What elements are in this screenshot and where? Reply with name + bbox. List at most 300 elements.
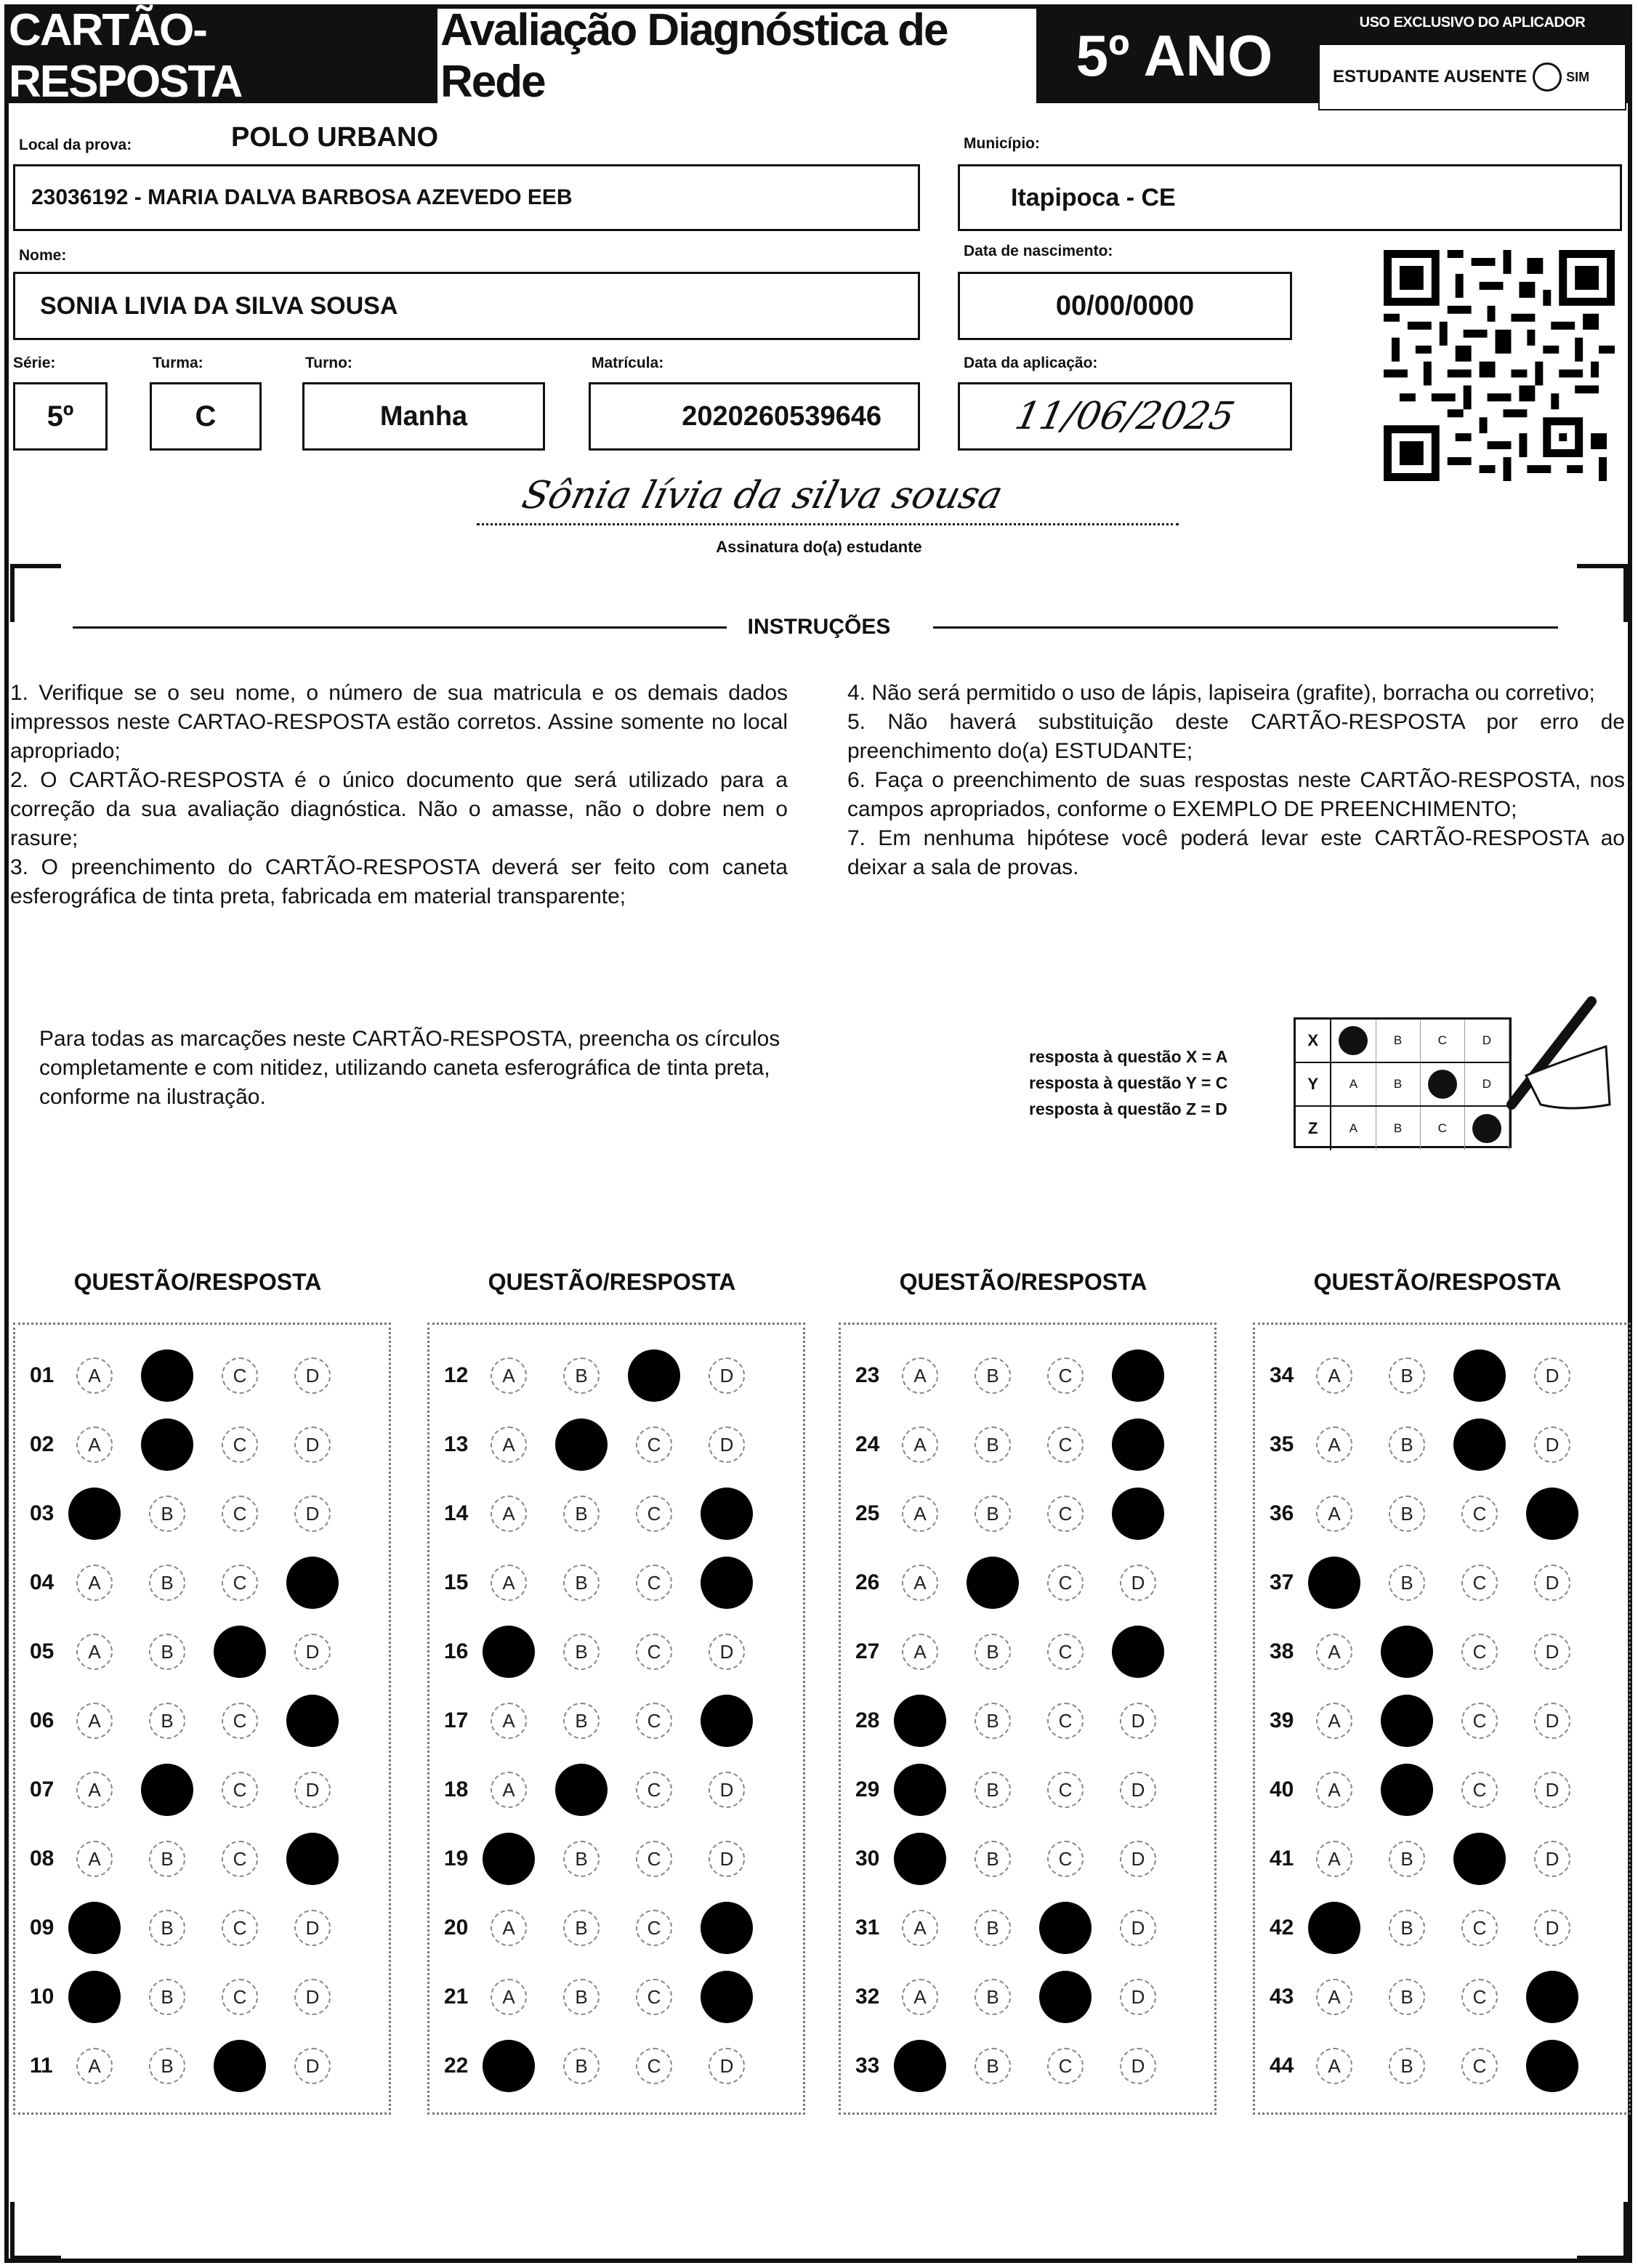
question-number: 28	[855, 1708, 880, 1732]
answer-bubble-filled[interactable]	[1453, 1349, 1506, 1402]
answer-bubble[interactable]: C	[1047, 1357, 1084, 1394]
answer-bubble[interactable]: D	[1120, 2048, 1156, 2084]
answer-bubble[interactable]: C	[1047, 1703, 1084, 1739]
answer-bubble-filled[interactable]	[701, 1971, 753, 2023]
answer-bubble[interactable]: B	[563, 1634, 600, 1670]
answer-bubble[interactable]: C	[636, 1772, 672, 1808]
answer-bubble-filled[interactable]	[1381, 1626, 1433, 1678]
answer-panel	[427, 1323, 805, 2115]
question-row	[1255, 1492, 1629, 1535]
question-row	[429, 1906, 803, 1950]
answer-bubble[interactable]: C	[222, 1496, 258, 1532]
question-number: 36	[1270, 1501, 1294, 1525]
question-number: 08	[30, 1847, 55, 1871]
answer-bubble[interactable]: B	[1389, 1426, 1425, 1463]
column-title: QUESTÃO/RESPOSTA	[1313, 1269, 1562, 1295]
answer-bubble-filled[interactable]	[141, 1764, 193, 1816]
answer-bubble[interactable]: C	[1047, 1841, 1084, 1877]
question-number: 43	[1270, 1985, 1294, 2009]
answer-bubble[interactable]: B	[1389, 2048, 1425, 2084]
example-option: A	[1331, 1107, 1376, 1150]
corner-mark-tr	[1577, 564, 1628, 622]
answer-bubble-filled[interactable]	[894, 1764, 946, 1816]
fill-instruction: Para todas as marcações neste CARTÃO-RESPOSTA, preencha os círculos completamente e com nitidez, utilizando caneta esferográfica de tinta preta, conforme na ilustração.	[39, 1027, 780, 1109]
answer-bubble[interactable]: D	[294, 1910, 331, 1946]
answer-bubble-filled[interactable]	[214, 1626, 266, 1678]
answer-bubble[interactable]: C	[1047, 1634, 1084, 1670]
question-number: 26	[855, 1570, 880, 1594]
answer-bubble[interactable]: C	[222, 1910, 258, 1946]
question-row	[841, 1492, 1214, 1535]
answer-bubble[interactable]: B	[1389, 1910, 1425, 1946]
answer-bubble[interactable]: A	[1316, 1357, 1352, 1394]
answer-bubble[interactable]: A	[902, 1426, 938, 1463]
question-row	[1255, 1423, 1629, 1466]
answer-bubble[interactable]: C	[636, 2048, 672, 2084]
answer-bubble[interactable]: B	[1389, 1496, 1425, 1532]
answer-bubble[interactable]: D	[1534, 1910, 1570, 1946]
question-row	[1255, 1837, 1629, 1881]
answer-bubble[interactable]: A	[1316, 1979, 1352, 2015]
answer-bubble[interactable]: D	[709, 1772, 745, 1808]
answer-bubble-filled[interactable]	[1526, 2040, 1578, 2092]
answer-bubble[interactable]: B	[563, 1565, 600, 1601]
matricula-field	[589, 382, 920, 451]
example-option: B	[1376, 1107, 1421, 1150]
turno-field	[302, 382, 545, 451]
question-row	[841, 1630, 1214, 1674]
answer-bubble[interactable]: C	[1461, 1703, 1498, 1739]
question-number: 21	[444, 1985, 469, 2009]
answer-bubble[interactable]: C	[1047, 1496, 1084, 1532]
answer-bubble[interactable]: D	[709, 2048, 745, 2084]
question-row	[841, 1699, 1214, 1743]
column-title: QUESTÃO/RESPOSTA	[488, 1269, 736, 1295]
answer-bubble[interactable]: C	[636, 1703, 672, 1739]
answer-bubble[interactable]: B	[149, 2048, 185, 2084]
question-row	[429, 1699, 803, 1743]
answer-bubble[interactable]: B	[975, 1634, 1011, 1670]
answer-bubble[interactable]: A	[902, 1634, 938, 1670]
answer-bubble[interactable]: C	[636, 1841, 672, 1877]
answer-bubble-filled[interactable]	[1453, 1418, 1506, 1471]
question-row	[429, 1630, 803, 1674]
card-title: CARTÃO-RESPOSTA	[9, 9, 437, 103]
question-number: 07	[30, 1777, 55, 1801]
answer-bubble[interactable]: B	[975, 1910, 1011, 1946]
answer-bubble[interactable]: D	[709, 1634, 745, 1670]
question-row	[1255, 1354, 1629, 1397]
aplicacao-field	[958, 382, 1292, 451]
answer-bubble[interactable]: B	[563, 1910, 600, 1946]
answer-bubble[interactable]: B	[1389, 1841, 1425, 1877]
answer-bubble[interactable]: C	[222, 1841, 258, 1877]
answer-bubble[interactable]: C	[636, 1426, 672, 1463]
answer-bubble[interactable]: C	[1461, 1772, 1498, 1808]
aplicacao-label: Data da aplicação:	[964, 355, 1098, 371]
question-row	[429, 1768, 803, 1812]
answer-bubble-filled[interactable]	[701, 1902, 753, 1954]
question-row	[1255, 2044, 1629, 2088]
question-number: 29	[855, 1777, 880, 1801]
question-row	[15, 1492, 389, 1535]
question-number: 30	[855, 1847, 880, 1871]
question-number: 20	[444, 1916, 469, 1940]
turma-label: Turma:	[153, 355, 203, 371]
matricula-label: Matrícula:	[592, 355, 664, 371]
answer-bubble-filled[interactable]	[1112, 1626, 1164, 1678]
answer-bubble[interactable]: A	[76, 1634, 113, 1670]
answer-bubble[interactable]: A	[1316, 2048, 1352, 2084]
answer-bubble[interactable]: B	[563, 2048, 600, 2084]
example-option	[1331, 1020, 1376, 1062]
question-number: 17	[444, 1708, 469, 1732]
answer-bubble-filled[interactable]	[483, 1626, 535, 1678]
answer-bubble[interactable]: C	[222, 1565, 258, 1601]
answer-bubble[interactable]: C	[1047, 1426, 1084, 1463]
answer-bubble-filled[interactable]	[286, 1557, 339, 1609]
answer-bubble[interactable]: A	[1316, 1703, 1352, 1739]
question-number: 39	[1270, 1708, 1294, 1732]
answer-bubble[interactable]: D	[1120, 1772, 1156, 1808]
answer-bubble[interactable]: A	[1316, 1426, 1352, 1463]
answer-bubble[interactable]: A	[902, 1910, 938, 1946]
answer-bubble[interactable]: A	[76, 1703, 113, 1739]
answer-bubble[interactable]: C	[636, 1910, 672, 1946]
answer-bubble[interactable]: C	[636, 1634, 672, 1670]
answer-bubble[interactable]: D	[1534, 1426, 1570, 1463]
question-row	[429, 1561, 803, 1605]
example-option: C	[1421, 1020, 1465, 1062]
assessment-title: Avaliação Diagnóstica de Rede	[440, 9, 1033, 103]
question-row	[15, 1630, 389, 1674]
question-number: 19	[444, 1847, 469, 1871]
answer-bubble[interactable]: A	[76, 2048, 113, 2084]
signature: Sônia lívia da silva sousa	[517, 474, 1007, 517]
instructions-title: INSTRUÇÕES	[747, 615, 891, 639]
answer-bubble[interactable]: C	[636, 1496, 672, 1532]
answer-bubble[interactable]: C	[1461, 1979, 1498, 2015]
answer-bubble[interactable]: A	[491, 1910, 527, 1946]
answer-bubble[interactable]: D	[1534, 1772, 1570, 1808]
question-number: 04	[30, 1570, 55, 1594]
answer-bubble[interactable]: B	[563, 1979, 600, 2015]
example-line-x: resposta à questão X = A	[1029, 1047, 1228, 1066]
example-filled-bubble	[1428, 1070, 1457, 1099]
answer-bubble-filled[interactable]	[286, 1695, 339, 1747]
answer-bubble[interactable]: D	[1120, 1565, 1156, 1601]
question-row	[429, 1975, 803, 2019]
answer-bubble[interactable]: C	[636, 1565, 672, 1601]
qr-code	[1384, 250, 1615, 481]
answer-bubble[interactable]: B	[975, 1496, 1011, 1532]
answer-bubble-filled[interactable]	[483, 2040, 535, 2092]
question-row	[841, 1837, 1214, 1881]
school-field	[13, 164, 920, 231]
turno-value: Manha	[379, 400, 468, 432]
signature-label: Assinatura do(a) estudante	[716, 538, 922, 556]
answer-bubble[interactable]: B	[975, 1703, 1011, 1739]
answer-bubble-filled[interactable]	[1526, 1488, 1578, 1540]
answer-bubble[interactable]: B	[149, 1703, 185, 1739]
answer-bubble[interactable]: D	[1534, 1703, 1570, 1739]
answer-bubble[interactable]: B	[975, 1426, 1011, 1463]
answer-bubble[interactable]: B	[1389, 1357, 1425, 1394]
answer-bubble[interactable]: B	[563, 1357, 600, 1394]
nome-field	[13, 272, 920, 340]
answer-bubble[interactable]: B	[149, 1841, 185, 1877]
answer-bubble-filled[interactable]	[1112, 1418, 1164, 1471]
turma-value: C	[195, 400, 217, 432]
answer-bubble[interactable]: A	[76, 1357, 113, 1394]
question-number: 31	[855, 1916, 880, 1940]
answer-bubble-filled[interactable]	[68, 1488, 121, 1540]
answer-bubble[interactable]: B	[975, 2048, 1011, 2084]
example-line-z: resposta à questão Z = D	[1029, 1099, 1227, 1118]
answer-bubble[interactable]: A	[1316, 1496, 1352, 1532]
answer-bubble[interactable]: D	[709, 1841, 745, 1877]
question-number: 40	[1270, 1777, 1294, 1801]
question-number: 44	[1270, 2054, 1294, 2078]
answer-bubble[interactable]: D	[294, 1357, 331, 1394]
instruction-7: 7. Em nenhuma hipótese você poderá levar este CARTÃO-RESPOSTA ao deixar a sala de provas.	[847, 826, 1625, 879]
signature-line	[477, 523, 1179, 525]
serie-label: Série:	[13, 355, 56, 371]
answer-bubble[interactable]: C	[1461, 1634, 1498, 1670]
nascimento-value: 00/00/0000	[1055, 290, 1195, 321]
question-row	[15, 1906, 389, 1950]
answer-bubble[interactable]: D	[294, 1426, 331, 1463]
answer-bubble[interactable]: A	[902, 1496, 938, 1532]
grade-title: 5º ANO	[1036, 9, 1312, 103]
answer-bubble[interactable]: A	[1316, 1634, 1352, 1670]
answer-bubble[interactable]: B	[975, 1979, 1011, 2015]
answer-bubble-filled[interactable]	[68, 1902, 121, 1954]
answer-bubble[interactable]: B	[563, 1703, 600, 1739]
answer-panel	[1253, 1323, 1631, 2115]
answer-bubble-filled[interactable]	[1039, 1902, 1092, 1954]
answer-bubble[interactable]: C	[1461, 2048, 1498, 2084]
answer-bubble[interactable]: A	[76, 1426, 113, 1463]
answer-bubble[interactable]: A	[491, 1772, 527, 1808]
answer-bubble-filled[interactable]	[141, 1418, 193, 1471]
answer-panel	[13, 1323, 391, 2115]
answer-bubble-filled[interactable]	[1112, 1349, 1164, 1402]
question-number: 11	[30, 2054, 53, 2078]
answer-bubble[interactable]: D	[1534, 1634, 1570, 1670]
question-number: 16	[444, 1639, 469, 1663]
answer-bubble-filled[interactable]	[701, 1557, 753, 1609]
matricula-value: 2020260539646	[682, 400, 881, 432]
question-row	[429, 1354, 803, 1397]
instructions-left	[10, 679, 788, 911]
answer-bubble[interactable]: B	[149, 1979, 185, 2015]
corner-mark-bl	[10, 2202, 61, 2260]
question-row	[15, 1768, 389, 1812]
question-row	[15, 1699, 389, 1743]
question-row	[429, 2044, 803, 2088]
example-row	[1296, 1107, 1509, 1150]
answer-bubble-filled[interactable]	[555, 1418, 608, 1471]
answer-bubble[interactable]: C	[222, 1772, 258, 1808]
answer-bubble[interactable]: C	[636, 1979, 672, 2015]
question-number: 41	[1270, 1847, 1294, 1871]
answer-panel	[839, 1323, 1217, 2115]
question-number: 27	[855, 1639, 880, 1663]
answer-bubble[interactable]: B	[975, 1772, 1011, 1808]
example-question-key: Z	[1296, 1107, 1331, 1150]
question-number: 06	[30, 1708, 55, 1732]
absent-bubble[interactable]	[1533, 62, 1562, 92]
example-option: D	[1465, 1020, 1509, 1062]
answer-bubble-filled[interactable]	[214, 2040, 266, 2092]
answer-bubble[interactable]: A	[1316, 1841, 1352, 1877]
answer-bubble[interactable]: A	[1316, 1772, 1352, 1808]
answer-bubble[interactable]: B	[1389, 1979, 1425, 2015]
local-value: POLO URBANO	[231, 122, 438, 153]
question-row	[429, 1837, 803, 1881]
answer-bubble[interactable]: A	[491, 1703, 527, 1739]
answer-bubble[interactable]: D	[709, 1357, 745, 1394]
example-option: D	[1465, 1063, 1509, 1105]
answer-bubble[interactable]: B	[149, 1634, 185, 1670]
answer-bubble-filled[interactable]	[141, 1349, 193, 1402]
question-row	[15, 1561, 389, 1605]
local-label: Local da prova:	[19, 137, 132, 153]
pen-icon	[1482, 996, 1613, 1141]
answer-bubble-filled[interactable]	[1112, 1488, 1164, 1540]
answer-bubble[interactable]: A	[76, 1841, 113, 1877]
answer-bubble[interactable]: B	[149, 1496, 185, 1532]
answer-bubble[interactable]: A	[902, 1565, 938, 1601]
answer-bubble-filled[interactable]	[628, 1349, 680, 1402]
answer-bubble[interactable]: C	[222, 1357, 258, 1394]
question-number: 02	[30, 1432, 55, 1456]
serie-value: 5º	[47, 400, 74, 432]
answer-bubble[interactable]: D	[294, 1496, 331, 1532]
applicator-title: USO EXCLUSIVO DO APLICADOR	[1359, 15, 1586, 31]
answer-bubble[interactable]: C	[222, 1426, 258, 1463]
question-number: 13	[444, 1432, 469, 1456]
answer-bubble[interactable]: D	[1120, 1910, 1156, 1946]
answer-bubble[interactable]: D	[709, 1426, 745, 1463]
answer-bubble-filled[interactable]	[68, 1971, 121, 2023]
municipio-value: Itapipoca - CE	[1011, 183, 1176, 211]
answer-bubble-filled[interactable]	[286, 1833, 339, 1885]
answer-bubble[interactable]: A	[902, 1979, 938, 2015]
answer-bubble[interactable]: D	[1120, 1703, 1156, 1739]
answer-bubble[interactable]: A	[76, 1565, 113, 1601]
school-value: 23036192 - MARIA DALVA BARBOSA AZEVEDO EEB	[31, 185, 573, 209]
answer-bubble-filled[interactable]	[894, 1695, 946, 1747]
answer-bubble[interactable]: D	[294, 1634, 331, 1670]
answer-bubble-filled[interactable]	[1039, 1971, 1092, 2023]
answer-bubble-filled[interactable]	[1381, 1764, 1433, 1816]
answer-bubble[interactable]: A	[491, 1426, 527, 1463]
answer-bubble[interactable]: A	[902, 1357, 938, 1394]
answer-bubble-filled[interactable]	[483, 1833, 535, 1885]
question-number: 03	[30, 1501, 55, 1525]
question-row	[1255, 1561, 1629, 1605]
answer-bubble[interactable]: D	[1534, 1357, 1570, 1394]
answer-bubble[interactable]: C	[1461, 1496, 1498, 1532]
answer-bubble[interactable]: C	[1047, 2048, 1084, 2084]
answer-bubble[interactable]: D	[294, 1979, 331, 2015]
answer-bubble[interactable]: C	[222, 1703, 258, 1739]
question-number: 10	[30, 1985, 55, 2009]
absent-label: ESTUDANTE AUSENTE	[1333, 67, 1528, 86]
example-option: B	[1376, 1020, 1421, 1062]
answer-bubble-filled[interactable]	[1453, 1833, 1506, 1885]
answer-bubble[interactable]: B	[563, 1496, 600, 1532]
municipio-field	[958, 164, 1622, 231]
question-number: 38	[1270, 1639, 1294, 1663]
answer-bubble-filled[interactable]	[1308, 1902, 1360, 1954]
example-line-y: resposta à questão Y = C	[1029, 1073, 1228, 1092]
turno-label: Turno:	[305, 355, 352, 371]
column-title: QUESTÃO/RESPOSTA	[73, 1269, 322, 1295]
question-row	[841, 1906, 1214, 1950]
answer-bubble-filled[interactable]	[894, 1833, 946, 1885]
answer-bubble[interactable]: A	[491, 1565, 527, 1601]
nome-value: SONIA LIVIA DA SILVA SOUSA	[40, 291, 398, 320]
answer-bubble[interactable]: B	[975, 1841, 1011, 1877]
answer-bubble-filled[interactable]	[1381, 1695, 1433, 1747]
example-grid	[1294, 1017, 1512, 1148]
question-row	[841, 1423, 1214, 1466]
answer-bubble-filled[interactable]	[894, 2040, 946, 2092]
example-option: B	[1376, 1063, 1421, 1105]
example-option: C	[1421, 1107, 1465, 1150]
answer-bubble[interactable]: C	[1047, 1565, 1084, 1601]
answer-bubble[interactable]: D	[1534, 1565, 1570, 1601]
question-number: 05	[30, 1639, 55, 1663]
answer-bubble-filled[interactable]	[967, 1557, 1019, 1609]
answer-bubble-filled[interactable]	[701, 1488, 753, 1540]
answer-bubble[interactable]: A	[491, 1496, 527, 1532]
answer-bubble-filled[interactable]	[1308, 1557, 1360, 1609]
question-row	[841, 1768, 1214, 1812]
question-row	[1255, 1906, 1629, 1950]
absent-field	[1318, 44, 1626, 110]
answer-bubble[interactable]: A	[491, 1357, 527, 1394]
answer-bubble[interactable]: D	[1534, 1841, 1570, 1877]
answer-bubble[interactable]: C	[1047, 1772, 1084, 1808]
answer-bubble[interactable]: C	[222, 1979, 258, 2015]
answer-bubble-filled[interactable]	[701, 1695, 753, 1747]
answer-bubble[interactable]: D	[294, 1772, 331, 1808]
answer-bubble[interactable]: A	[491, 1979, 527, 2015]
instruction-4: 4. Não será permitido o uso de lápis, lapiseira (grafite), borracha ou corretivo;	[847, 681, 1595, 705]
answer-bubble[interactable]: D	[1120, 1979, 1156, 2015]
answer-bubble[interactable]: A	[76, 1772, 113, 1808]
answer-bubble-filled[interactable]	[555, 1764, 608, 1816]
answer-bubble[interactable]: C	[1461, 1910, 1498, 1946]
answer-bubble[interactable]: B	[149, 1565, 185, 1601]
answer-bubble[interactable]: B	[149, 1910, 185, 1946]
instruction-2: 2. O CARTÃO-RESPOSTA é o único documento que será utilizado para a correção da sua avaliação diagnóstica. Não o amasse, não o dobre nem o rasure;	[10, 768, 788, 850]
answer-bubble[interactable]: B	[563, 1841, 600, 1877]
answer-bubble[interactable]: D	[294, 2048, 331, 2084]
answer-bubble[interactable]: B	[1389, 1565, 1425, 1601]
answer-bubble[interactable]: C	[1461, 1565, 1498, 1601]
question-row	[429, 1492, 803, 1535]
answer-bubble-filled[interactable]	[1526, 1971, 1578, 2023]
answer-bubble[interactable]: B	[975, 1357, 1011, 1394]
question-number: 22	[444, 2054, 469, 2078]
answer-bubble[interactable]: D	[1120, 1841, 1156, 1877]
example-filled-bubble	[1339, 1026, 1368, 1055]
